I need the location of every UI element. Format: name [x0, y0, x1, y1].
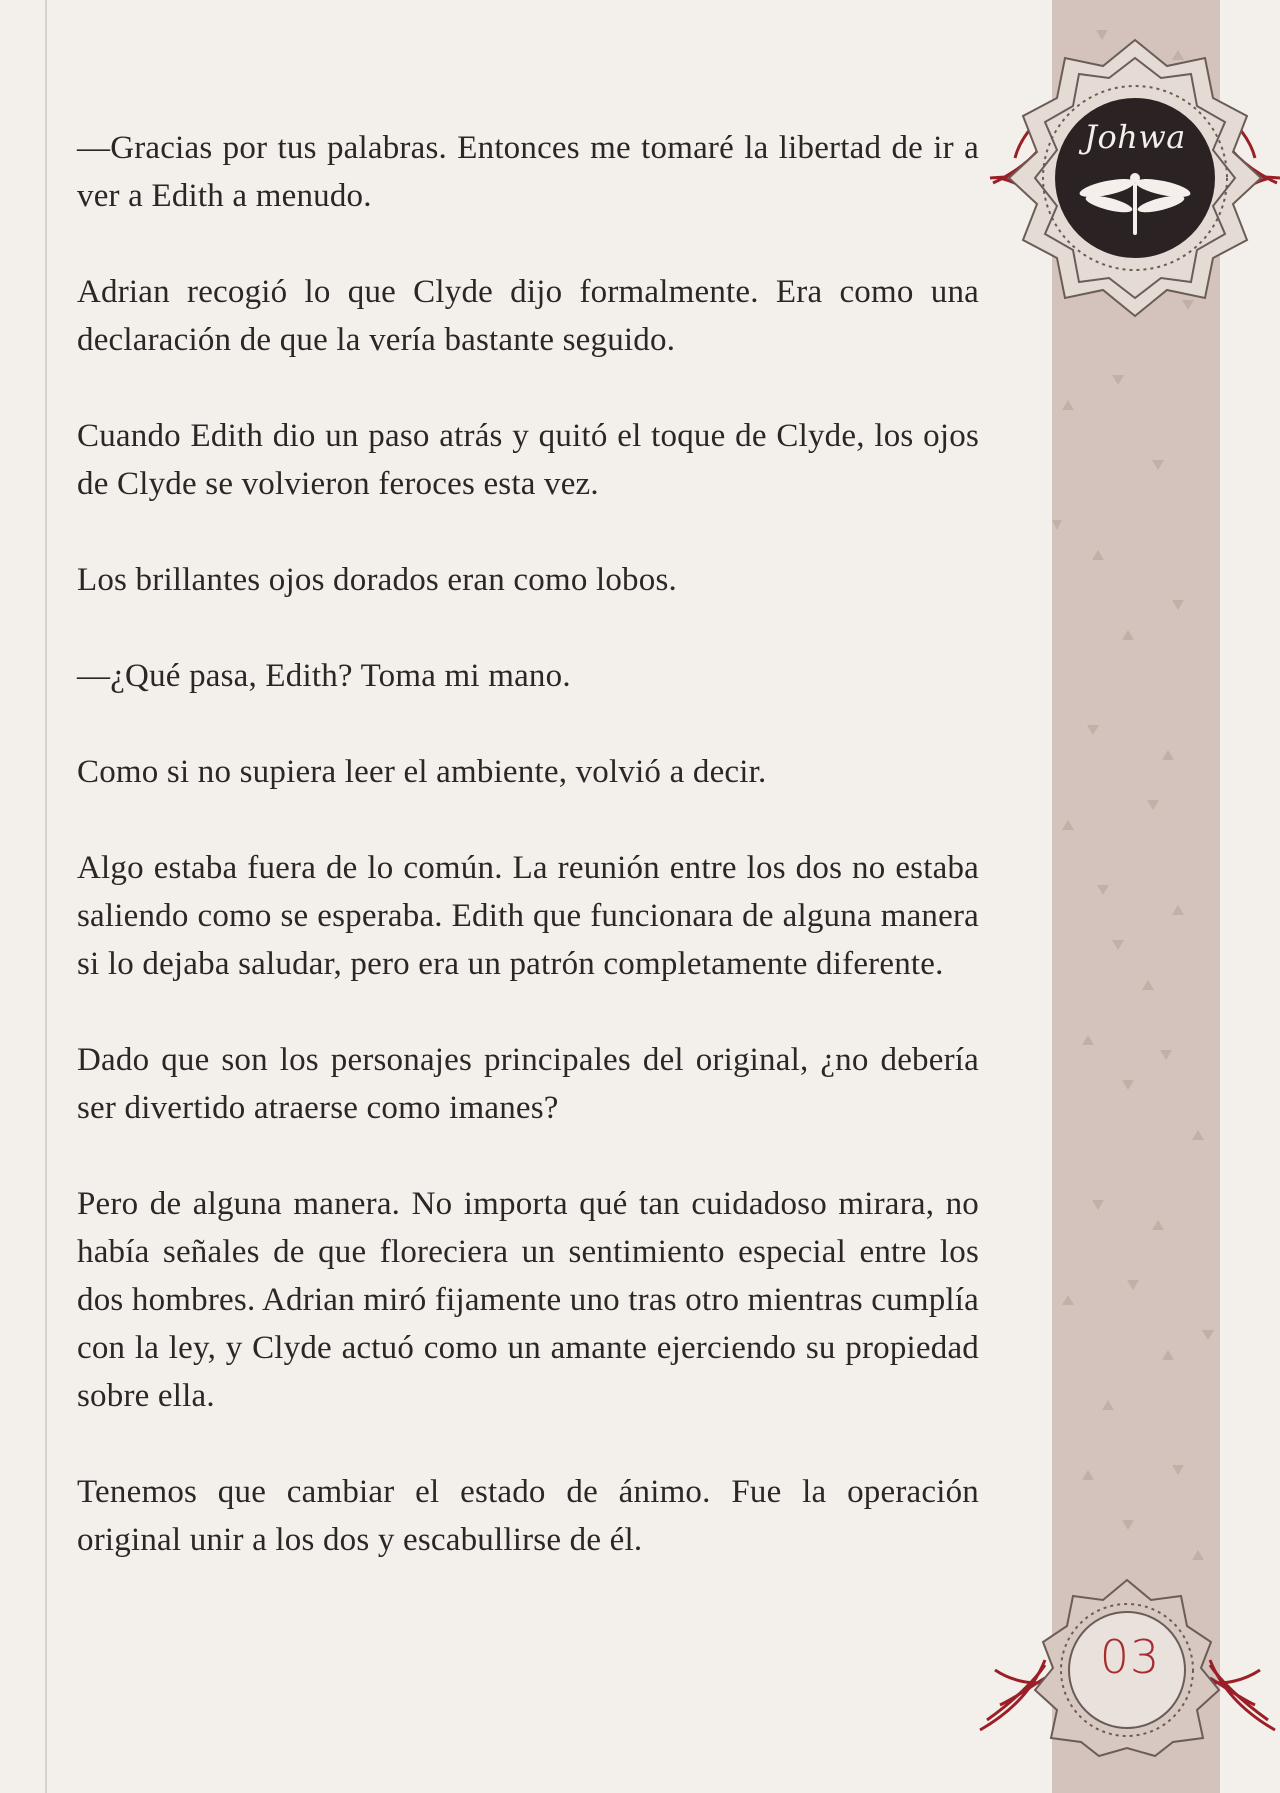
- paragraph: Adrian recogió lo que Clyde dijo formalmente. Era como una declaración de que la vería bastante seguido.: [77, 274, 979, 358]
- body-text: [77, 124, 979, 1612]
- flourish-left-bottom: [980, 1660, 1045, 1730]
- paragraph: —Gracias por tus palabras. Entonces me tomaré la libertad de ir a ver a Edith a menudo.: [77, 130, 979, 214]
- paragraph: Pero de alguna manera. No importa qué tan cuidadoso mirara, no había señales de que floreciera un sentimiento especial entre los dos hombres. Adrian miró fijamente uno tras otro mientras cumplía con la ley, y Clyde actuó como un amante ejerciendo su propiedad sobre ella.: [77, 1186, 979, 1414]
- paragraph: —¿Qué pasa, Edith? Toma mi mano.: [77, 658, 571, 694]
- page-number: 03: [1099, 1630, 1161, 1684]
- flourish-right-bottom: [1210, 1660, 1275, 1730]
- paragraph: Como si no supiera leer el ambiente, volvió a decir.: [77, 754, 767, 790]
- paragraph: Tenemos que cambiar el estado de ánimo. Fue la operación original unir a los dos y escabullirse de él.: [77, 1474, 979, 1558]
- paragraph: Los brillantes ojos dorados eran como lobos.: [77, 562, 677, 598]
- margin-rule: [45, 0, 47, 1793]
- paragraph: Algo estaba fuera de lo común. La reunión entre los dos no estaba saliendo como se esperaba. Edith que funcionara de alguna manera si lo dejaba saludar, pero era un patrón completamente diferente.: [77, 850, 979, 982]
- brand-emblem: [985, 28, 1280, 328]
- paragraph: Cuando Edith dio un paso atrás y quitó el toque de Clyde, los ojos de Clyde se volvieron feroces esta vez.: [77, 418, 979, 502]
- brand-logo-text: Johwa: [1084, 118, 1186, 156]
- paragraph: Dado que son los personajes principales del original, ¿no debería ser divertido atraerse como imanes?: [77, 1042, 979, 1126]
